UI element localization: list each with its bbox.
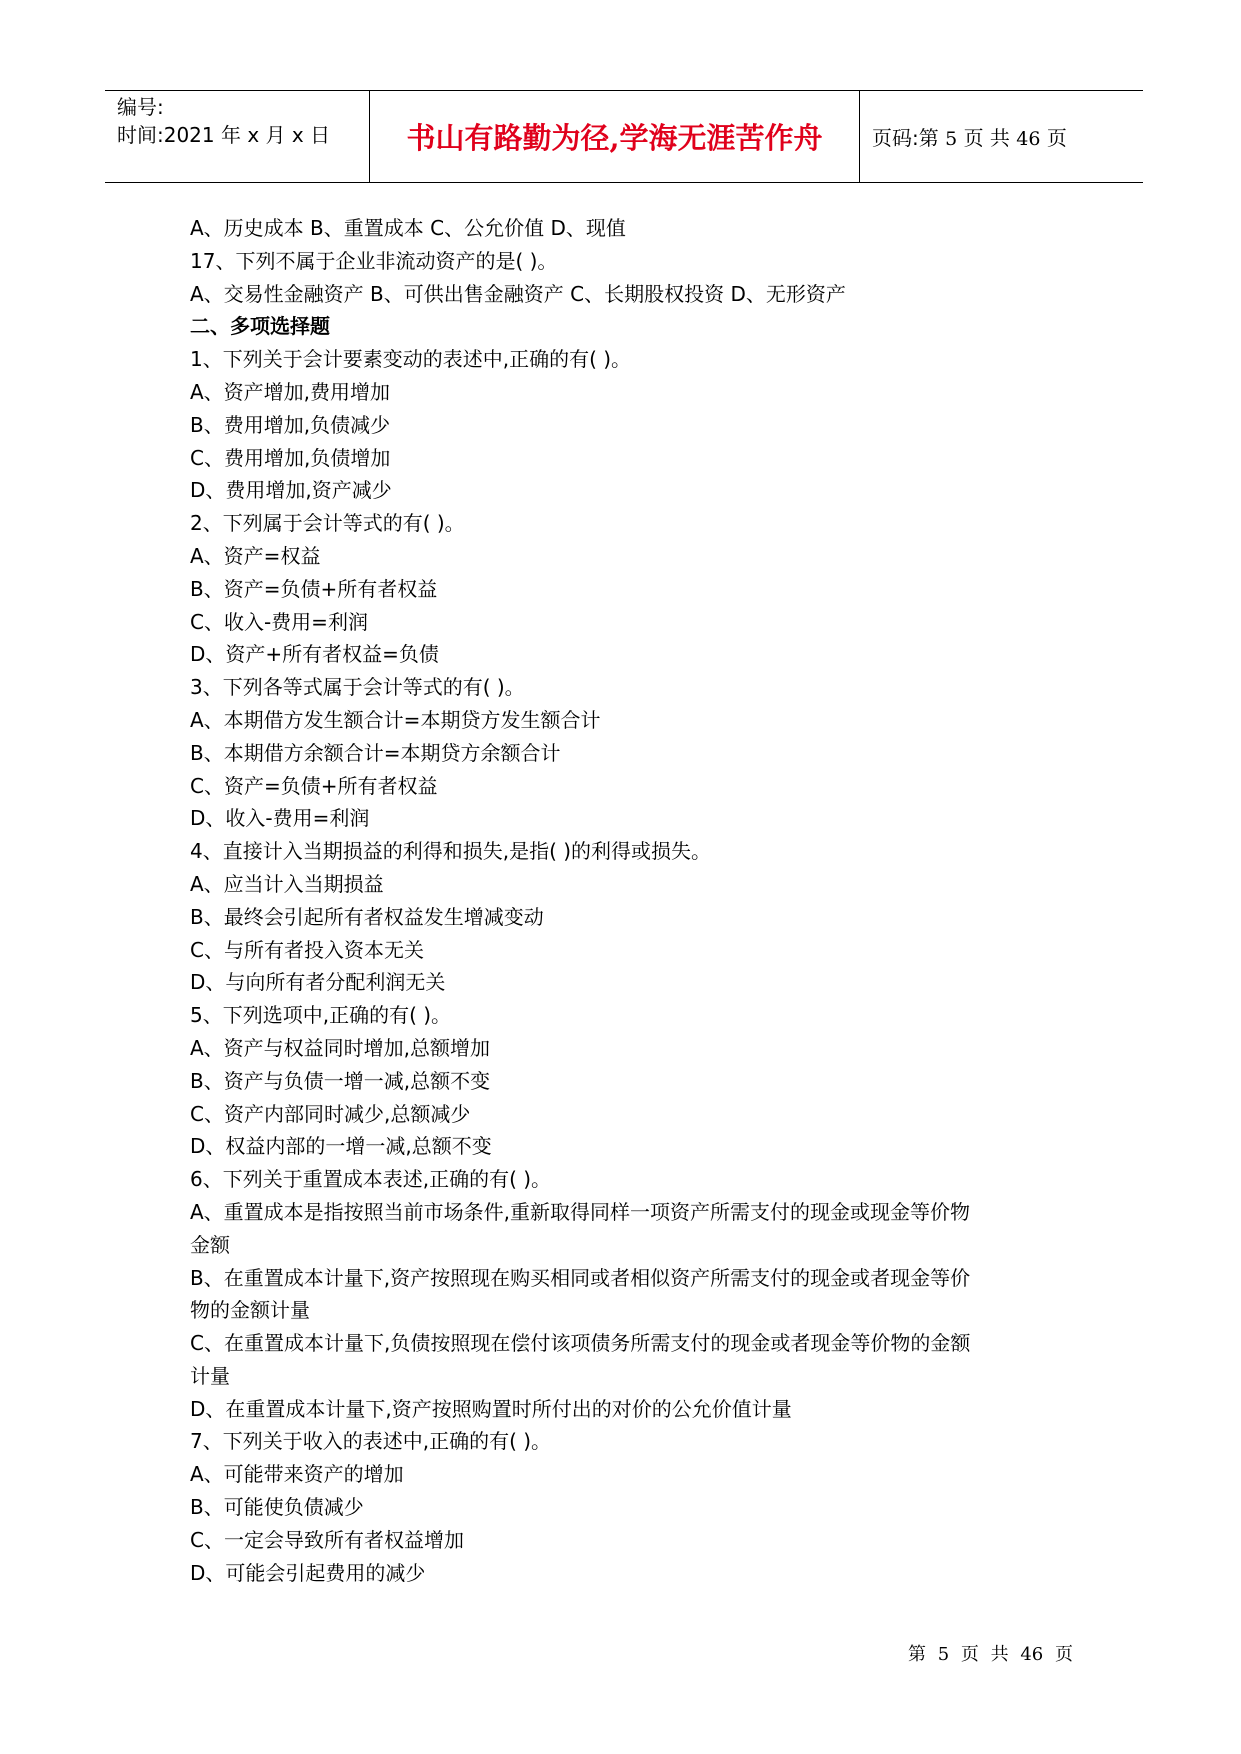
option-line: C、与所有者投入资本无关 — [190, 937, 424, 962]
header-info-cell — [105, 91, 370, 182]
serial-label: 编号: — [117, 95, 164, 119]
option-line: B、费用增加,负债减少 — [190, 412, 391, 437]
question-line: 6、下列关于重置成本表述,正确的有( )。 — [190, 1167, 552, 1192]
option-line: D、在重置成本计量下,资产按照购置时所付出的对价的公允价值计量 — [190, 1396, 792, 1421]
option-line: B、在重置成本计量下,资产按照现在购买相同或者相似资产所需支付的现金或者现金等价 — [190, 1265, 971, 1290]
option-line: D、与向所有者分配利润无关 — [190, 970, 446, 995]
question-line: 7、下列关于收入的表述中,正确的有( )。 — [190, 1429, 552, 1454]
option-line: B、可能使负债减少 — [190, 1495, 364, 1520]
option-line-continued: 计量 — [190, 1363, 230, 1388]
option-line: B、资产=负债+所有者权益 — [190, 576, 438, 601]
option-line: D、资产+所有者权益=负债 — [190, 642, 439, 667]
question-line: 5、下列选项中,正确的有( )。 — [190, 1003, 452, 1028]
text-line: A、历史成本 B、重置成本 C、公允价值 D、现值 — [190, 216, 626, 240]
question-line: 17、下列不属于企业非流动资产的是( )。 — [190, 248, 558, 273]
page-footer: 第 5 页 共 46 页 — [908, 1644, 1073, 1665]
question-line: 1、下列关于会计要素变动的表述中,正确的有( )。 — [190, 347, 632, 372]
option-line: C、在重置成本计量下,负债按照现在偿付该项债务所需支付的现金或者现金等价物的金额 — [190, 1331, 971, 1356]
page-code-prefix: 页码:第 — [872, 126, 939, 150]
option-line-continued: 物的金额计量 — [190, 1298, 310, 1323]
option-line: D、可能会引起费用的减少 — [190, 1560, 426, 1585]
document-body — [190, 212, 1070, 1589]
header-table — [105, 90, 1143, 183]
option-line: A、资产与权益同时增加,总额增加 — [190, 1035, 491, 1060]
page-code — [872, 122, 1067, 151]
page-code-num: 5 — [945, 128, 958, 150]
page-code-suffix: 页 — [1046, 126, 1067, 150]
option-line-continued: 金额 — [190, 1232, 230, 1257]
motto: 书山有路勤为径,学海无涯苦作舟 — [406, 121, 823, 155]
option-line: B、本期借方余额合计=本期贷方余额合计 — [190, 740, 561, 765]
question-line: 3、下列各等式属于会计等式的有( )。 — [190, 675, 525, 700]
option-line: C、一定会导致所有者权益增加 — [190, 1527, 464, 1552]
section-heading: 二、多项选择题 — [190, 314, 330, 339]
option-line: B、最终会引起所有者权益发生增减变动 — [190, 904, 544, 929]
page-code-cell — [860, 91, 1143, 182]
option-line: A、资产=权益 — [190, 543, 321, 568]
page-code-mid: 页 共 — [963, 126, 1010, 150]
option-line: C、资产=负债+所有者权益 — [190, 773, 438, 798]
option-line: C、收入-费用=利润 — [190, 609, 368, 634]
option-line: A、重置成本是指按照当前市场条件,重新取得同样一项资产所需支付的现金或现金等价物 — [190, 1199, 971, 1224]
option-line: D、费用增加,资产减少 — [190, 478, 392, 503]
motto-cell — [370, 91, 860, 182]
text-line: A、交易性金融资产 B、可供出售金融资产 C、长期股权投资 D、无形资产 — [190, 281, 846, 306]
question-line: 4、直接计入当期损益的利得和损失,是指( )的利得或损失。 — [190, 839, 712, 864]
option-line: A、应当计入当期损益 — [190, 871, 384, 896]
option-line: A、可能带来资产的增加 — [190, 1462, 404, 1487]
option-line: A、资产增加,费用增加 — [190, 379, 391, 404]
option-line: A、本期借方发生额合计=本期贷方发生额合计 — [190, 707, 601, 732]
question-line: 2、下列属于会计等式的有( )。 — [190, 511, 465, 536]
option-line: D、权益内部的一增一减,总额不变 — [190, 1134, 492, 1159]
page-code-total: 46 — [1016, 128, 1041, 150]
option-line: B、资产与负债一增一减,总额不变 — [190, 1068, 491, 1093]
option-line: D、收入-费用=利润 — [190, 806, 370, 831]
time-label: 时间:2021 年 x 月 x 日 — [117, 123, 331, 147]
option-line: C、资产内部同时减少,总额减少 — [190, 1101, 471, 1126]
option-line: C、费用增加,负债增加 — [190, 445, 391, 470]
